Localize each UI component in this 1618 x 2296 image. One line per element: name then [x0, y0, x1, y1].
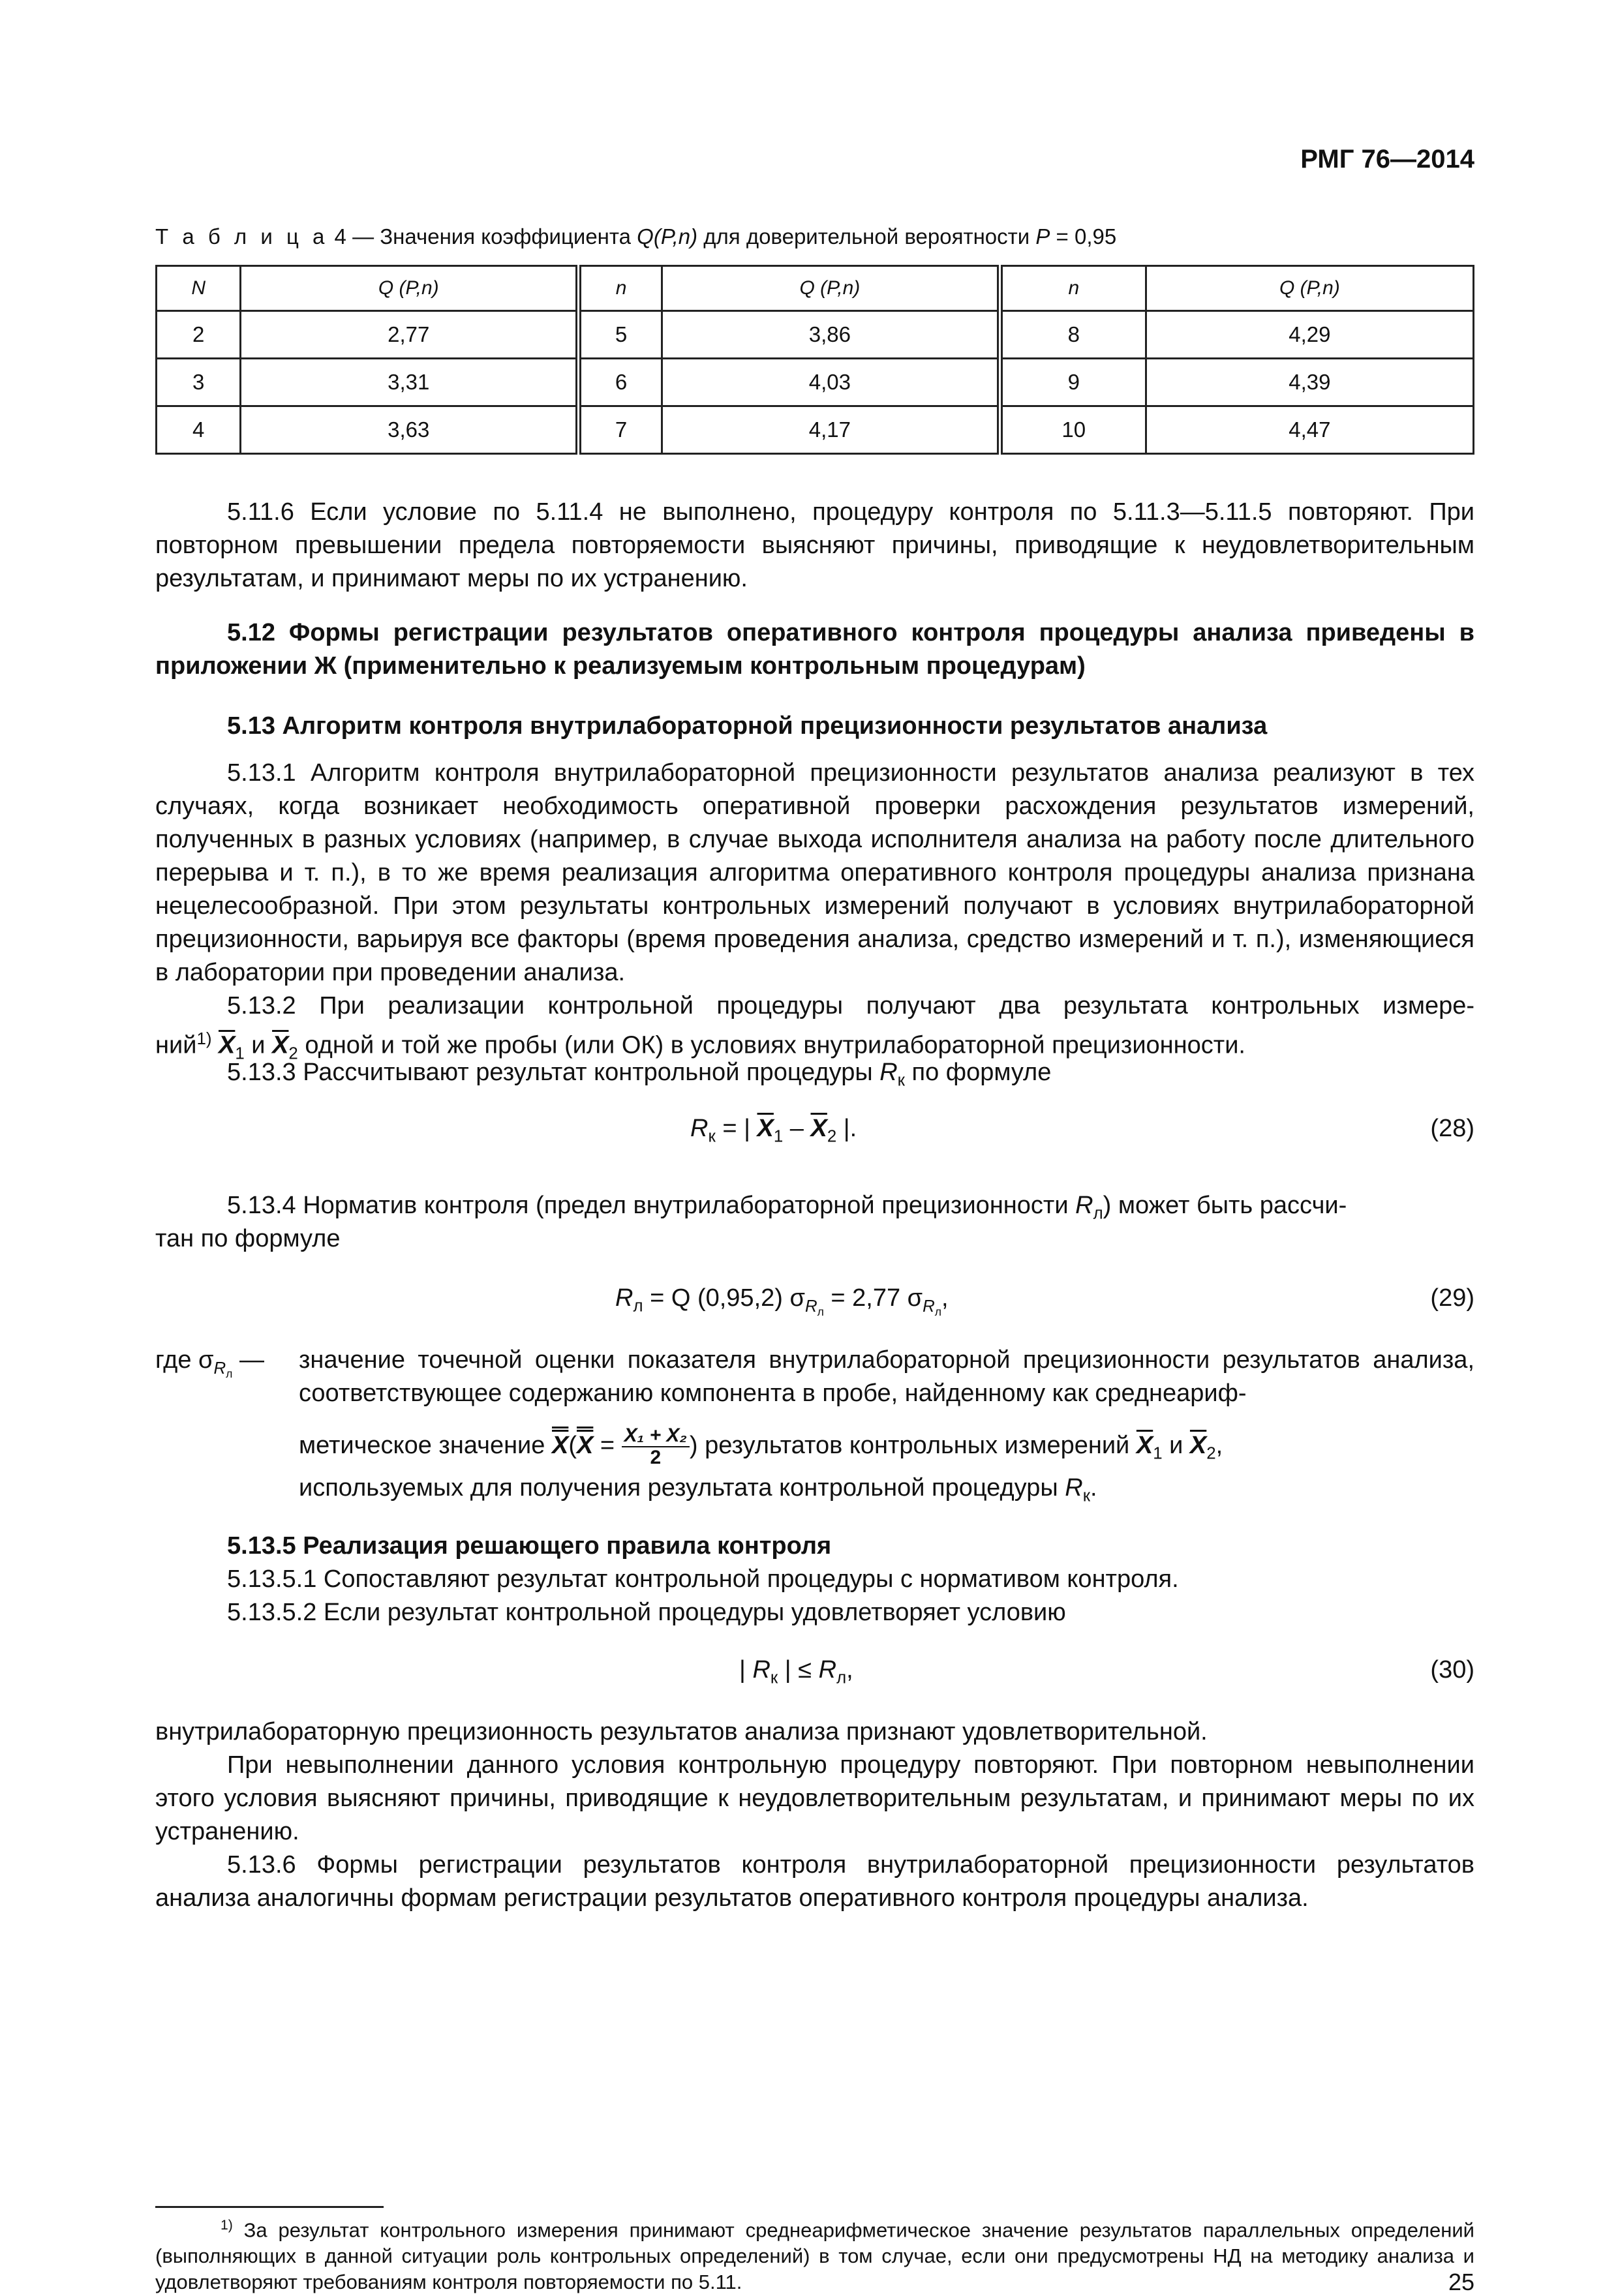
- where-lead: [155, 1344, 264, 1391]
- text-span: = Q (0,95,2): [643, 1284, 790, 1312]
- subscript: к: [708, 1127, 716, 1146]
- table-cell: 4,39: [1146, 359, 1473, 406]
- symbol-x: $\overline{X}$: [1189, 1432, 1207, 1460]
- text-span: |: [739, 1656, 753, 1684]
- table-cell: 4,03: [662, 359, 1000, 406]
- para-5-13-2-line1: 5.13.2 При реализации контрольной процедуры получают два результата контрольных измере-: [227, 992, 1474, 1020]
- symbol-x: $\overline{X}$: [757, 1115, 774, 1142]
- table-caption: [155, 224, 1480, 249]
- table-cell: 4: [157, 406, 241, 454]
- subscript: 1: [773, 1127, 784, 1146]
- footnote-mark: 1): [221, 2218, 233, 2233]
- symbol-x-double-bar: X: [577, 1432, 594, 1460]
- text-span: одной и той же пробы (или ОК) в условиях внутрилабораторной прецизионности.: [298, 1031, 1245, 1059]
- symbol-x: $\overline{X}$: [1136, 1432, 1153, 1460]
- subscript: л: [1093, 1204, 1103, 1223]
- footnote-text: За результат контрольного измерения принимают среднеарифметическое значение результатов параллельных определений (выполняющих в данной ситуации роль контрольных определений) в том случае, если они предусмотрены НД на методику анализа и удовлетворяют требованиям контроля повторяемости по 5.11.: [155, 2218, 1474, 2294]
- symbol-sigma: σ: [907, 1284, 923, 1312]
- text-span: ,: [1215, 1432, 1223, 1460]
- subscript: к: [1082, 1487, 1090, 1505]
- subscript: 1: [1153, 1444, 1163, 1463]
- equation-expression: [739, 1654, 853, 1695]
- equation-number: (29): [1430, 1284, 1474, 1312]
- equation-number: (30): [1430, 1656, 1474, 1684]
- mean-fraction: [622, 1425, 690, 1468]
- col-header: n: [579, 266, 662, 311]
- para-5-13-1: 5.13.1 Алгоритм контроля внутрилабораторной прецизионности результатов анализа реализуют в тех случаях, когда возникает необходимость оперативной проверки расхождения результатов измерений, полученных в разных условиях (например, в случае выхода исполнителя анализа на работу после длительного перерыва и т. п.), в то же время реализация алгоритма оперативного контроля процедуры анализа признана нецелесообразной. При этом результаты контрольных измерений получают в условиях внутрилабораторной прецизионности, варьируя все факторы (время проведения анализа, средство измерений и т. п.), изменяющиеся в лаборатории при проведении анализа.: [155, 759, 1474, 986]
- col-header: Q (P,n): [662, 266, 1000, 311]
- para-5-13-5-1: 5.13.5.1 Сопоставляют результат контрольной процедуры с нормативом контроля.: [227, 1565, 1179, 1593]
- symbol-x-double-bar: X: [551, 1432, 569, 1460]
- para-5-13-5-2: 5.13.5.2 Если результат контрольной процедуры удовлетворяет условию: [227, 1599, 1066, 1626]
- col-header: Q (P,n): [241, 266, 579, 311]
- table-header-row: [157, 266, 1474, 311]
- text-span: ний: [155, 1031, 197, 1059]
- symbol-r: R: [1075, 1192, 1093, 1219]
- table-cell: 4,47: [1146, 406, 1473, 454]
- text-span: |.: [836, 1115, 857, 1142]
- text-span: | ≤: [778, 1656, 819, 1684]
- table-cell: 3,31: [241, 359, 579, 406]
- text-span: используемых для получения результата контрольной процедуры: [299, 1474, 1065, 1502]
- para-fail: При невыполнении данного условия контрольную процедуру повторяют. При повторном невыполнении этого условия выясняют причины, приводящие к неудовлетворительным результатам, и принимают меры по их устранению.: [155, 1751, 1474, 1845]
- symbol-r: R: [615, 1284, 633, 1312]
- caption-text: 4 — Значения коэффициента: [328, 224, 637, 249]
- para-5-13-6: 5.13.6 Формы регистрации результатов контроля внутрилабораторной прецизионности результатов анализа аналогичны формам регистрации результатов оперативного контроля процедуры анализа.: [155, 1851, 1474, 1912]
- text-span: ,: [846, 1656, 853, 1684]
- subscript: л: [633, 1297, 643, 1316]
- caption-end: = 0,95: [1050, 224, 1117, 249]
- table-cell: 9: [1000, 359, 1146, 406]
- subscript-r: R: [213, 1359, 226, 1378]
- table-cell: 3,86: [662, 311, 1000, 359]
- equation-number: (28): [1430, 1115, 1474, 1142]
- footnote: [155, 2213, 1474, 2295]
- where-definition-line2: метическое значение X(X = $\frac{\text{X₁ + X₂}}{2}$ ) результатов контрольных измерений $\overline{X}_1$ и $\overline{X}_2$,: [299, 1425, 1223, 1468]
- equation-expression: [690, 1112, 857, 1154]
- subscript: 1: [235, 1044, 245, 1063]
- text-span: 5.13.3 Рассчитывают результат контрольной процедуры: [227, 1059, 880, 1086]
- heading-5-13: 5.13 Алгоритм контроля внутрилабораторной прецизионности результатов анализа: [227, 712, 1268, 740]
- fraction-denominator: 2: [650, 1447, 662, 1468]
- text-span: метическое значение: [299, 1432, 552, 1460]
- text-span: и: [244, 1031, 273, 1059]
- text-span: и: [1162, 1432, 1190, 1460]
- table-cell: 4,17: [662, 406, 1000, 454]
- subscript: 2: [288, 1044, 298, 1063]
- equation-expression: [615, 1282, 949, 1329]
- heading-5-13-5: 5.13.5 Реализация решающего правила контроля: [227, 1532, 832, 1560]
- symbol-sigma: σ: [789, 1284, 805, 1312]
- caption-label: Т а б л и ц а: [155, 224, 329, 249]
- table-cell: 10: [1000, 406, 1146, 454]
- col-header: Q (P,n): [1146, 266, 1473, 311]
- heading-5-12: 5.12 Формы регистрации результатов оперативного контроля процедуры анализа приведены в приложении Ж (применительно к реализуемым контрольным процедурам): [155, 619, 1474, 680]
- para-after-30: внутрилабораторную прецизионность результатов анализа признают удовлетворительной.: [155, 1718, 1208, 1745]
- subscript: к: [770, 1669, 778, 1687]
- table-cell: 8: [1000, 311, 1146, 359]
- table-cell: 3,63: [241, 406, 579, 454]
- text-span: –: [783, 1115, 811, 1142]
- symbol-r: R: [1065, 1474, 1083, 1502]
- where-block: [155, 1344, 1474, 1513]
- caption-q: Q(P,n): [637, 224, 698, 249]
- text-span: = |: [715, 1115, 757, 1142]
- table-cell: 2,77: [241, 311, 579, 359]
- subscript-r: R: [804, 1297, 817, 1316]
- col-header: n: [1000, 266, 1146, 311]
- text-span: 5.13.4 Норматив контроля (предел внутрилабораторной прецизионности: [227, 1192, 1076, 1219]
- document-header: РМГ 76—2014: [1300, 145, 1474, 174]
- subscript: 2: [1206, 1444, 1216, 1463]
- symbol-r: R: [879, 1059, 898, 1086]
- para-5-11-6: 5.11.6 Если условие по 5.11.4 не выполнено, процедуру контроля по 5.11.3—5.11.5 повторяют. При повторном превышении предела повторяемости выясняют причины, приводящие к неудовлетворительным результатам, и принимают меры по их устранению.: [155, 498, 1474, 592]
- subscript: л: [836, 1669, 847, 1687]
- symbol-x: $\overline{X}$: [810, 1115, 827, 1142]
- col-header: N: [157, 266, 241, 311]
- table-cell: 3: [157, 359, 241, 406]
- symbol-sigma: σ: [198, 1346, 214, 1374]
- text-span: ) результатов контрольных измерений: [689, 1432, 1137, 1460]
- fraction-numerator: X₁ + X₂: [622, 1425, 690, 1447]
- table-cell: 5: [579, 311, 662, 359]
- text-span: = 2,77: [823, 1284, 908, 1312]
- text-span: ,: [941, 1284, 949, 1312]
- subscript: к: [897, 1071, 905, 1090]
- where-definition-line3: [299, 1472, 1474, 1513]
- subscript: 2: [827, 1127, 837, 1146]
- coefficient-table: [155, 265, 1474, 455]
- subscript: л: [817, 1305, 824, 1318]
- table-row: [157, 311, 1474, 359]
- symbol-r: R: [752, 1656, 771, 1684]
- table-cell: 6: [579, 359, 662, 406]
- symbol-x: $\overline{X}$: [218, 1031, 236, 1059]
- table-row: [157, 406, 1474, 454]
- para-5-13-3: [155, 1056, 1546, 1098]
- subscript-r: R: [923, 1297, 935, 1316]
- caption-mid: для доверительной вероятности: [697, 224, 1036, 249]
- footnote-ref: 1): [196, 1030, 212, 1048]
- subscript: л: [934, 1305, 942, 1318]
- text-span: .: [1090, 1474, 1097, 1502]
- text-span: по формуле: [904, 1059, 1052, 1086]
- table-cell: 7: [579, 406, 662, 454]
- text-span: ) может быть рассчи-: [1103, 1192, 1347, 1219]
- symbol-r: R: [818, 1656, 837, 1684]
- table-row: [157, 359, 1474, 406]
- table-cell: 4,29: [1146, 311, 1473, 359]
- footnote-rule: [155, 2206, 384, 2208]
- table-cell: 2: [157, 311, 241, 359]
- para-5-13-4-line2: тан по формуле: [155, 1225, 341, 1252]
- text-span: —: [232, 1346, 264, 1374]
- symbol-r: R: [690, 1115, 709, 1142]
- text-span: где: [155, 1346, 199, 1374]
- subscript: л: [226, 1367, 233, 1380]
- where-definition: значение точечной оценки показателя внутрилабораторной прецизионности результатов анализа, соответствующее содержанию компонента в пробе, найденному как среднеариф-: [299, 1346, 1474, 1407]
- caption-p: P: [1035, 224, 1050, 249]
- symbol-x: $\overline{X}$: [272, 1031, 289, 1059]
- page-number: 25: [1448, 2269, 1474, 2295]
